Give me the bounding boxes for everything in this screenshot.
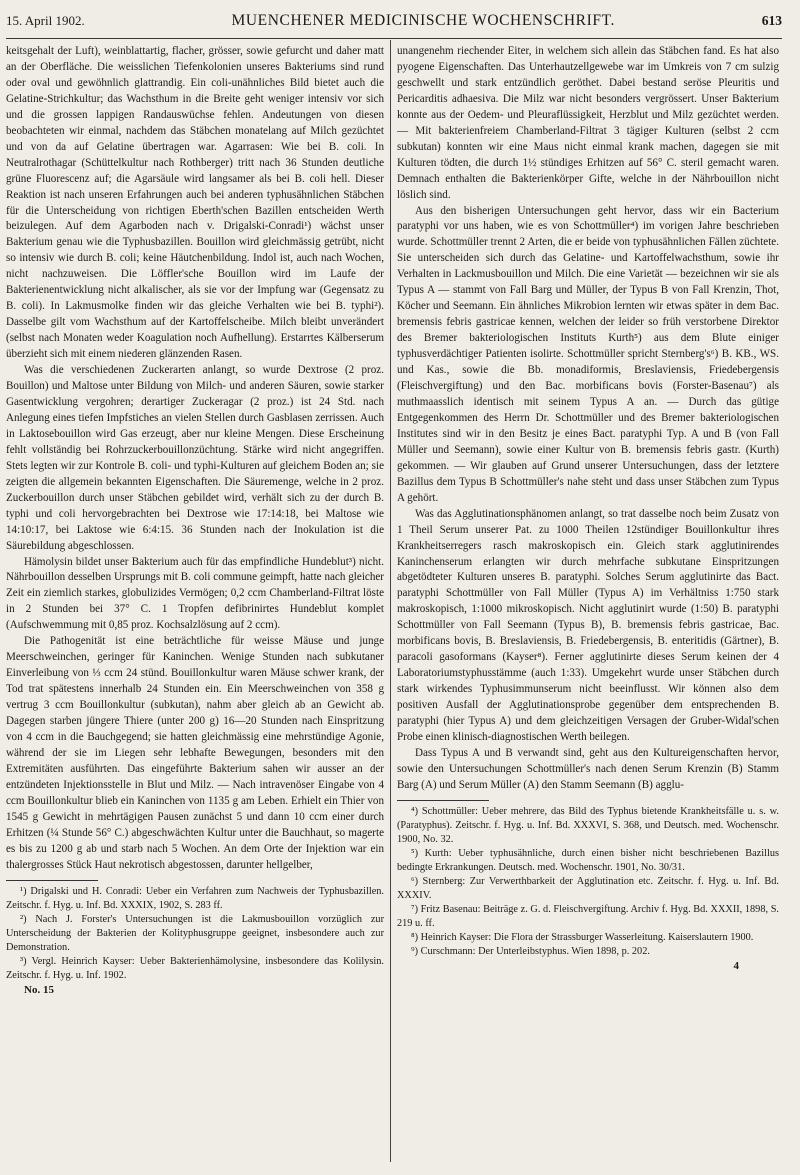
footnote: ⁶) Sternberg: Zur Verwerthbarkeit der Agglutination etc. Zeitschr. f. Hyg. u. Inf. Bd. XXXIV. (397, 875, 779, 901)
paragraph: unangenehm riechender Eiter, in welchem sich allein das Stäbchen fand. Es hat also pyogene Eigenschaften. Das Unterhautzellgewebe war im Umkreis von 7 cm sulzig geschwellt und stark entzündlich geröthet. Dabei bestand seröse Pleuritis und Pericarditis adhaesiva. Die Milz war nicht besonders vergrössert. Unser Bakterium konnte aus der Oedem- und Pleuraflüssigkeit, Herzblut und Milz gezüchtet werden. — Mit bakterienfreiem Chamberland-Filtrat 3 tägiger Kulturen (selbst 2 ccm subkutan) konnten wir eine Maus nicht einmal krank machen, dagegen sie mit Kulturen tödten, die durch 1½ stündiges Erhitzen auf 56° C. steril gemacht waren. Demnach enthalten die Bakterienkörper Gifte, welche in der Nährbouillon nicht löslich sind. (397, 45, 779, 201)
footnote: ⁵) Kurth: Ueber typhusähnliche, durch einen bisher nicht beschriebenen Bazillus bedingte Erkrankungen. Deutsch. med. Wochenschr. 1901, No. 30/31. (397, 847, 779, 873)
footnote: ⁷) Fritz Basenau: Beiträge z. G. d. Fleischvergiftung. Archiv f. Hyg. Bd. XXXII, 1898, S. 219 u. ff. (397, 903, 779, 929)
footnote: ¹) Drigalski und H. Conradi: Ueber ein Verfahren zum Nachweis der Typhusbazillen. Zeitschr. f. Hyg. u. Inf. Bd. XXXIX, 1902, S. 283 ff. (6, 885, 384, 911)
signature-mark: 4 (733, 959, 739, 972)
paragraph: Was die verschiedenen Zuckerarten anlangt, so wurde Dextrose (2 proz. Bouillon) und Maltose unter Bildung von Milch- und anderen Säuren, sowie starker Gasentwicklung vergohren; derartiger Zuckeragar (2 proz.) ist 24 Std. nach Anlegung eines tiefen Impfstiches an vielen Stellen durch Gasblasen zerrissen. Auch in Laktosebouillon wird Gas erzeugt, aber nur kleine Mengen. Diese Erscheinung fehlt vollständig bei Rohrzuckerbouillonzüchtung. Stärke wird nicht angegriffen. Stets legten wir zur Kontrole B. coli- und typhi-Kulturen auf gleichem Boden an; sie zeigten die allgemein bekannten Eigenschaften. Die Säuremenge, welche in 2 proz. Zuckerbouillon durch unser Stäbchen gebildet wird, verhält sich zu der durch B. typhi und coli hervorgebrachten bei Dextrose wie 17:14:18, bei Maltose wie 14:10:17, bei Laktose wie 6:4:15. 36 Stunden nach der Inokulation ist die Säurebildung abgeschlossen. (6, 364, 384, 552)
footnote: ⁹) Curschmann: Der Unterleibstyphus. Wien 1898, p. 202. (411, 945, 650, 957)
paragraph: Hämolysin bildet unser Bakterium auch für das empfindliche Hundeblut³) nicht. Nährbouillon desselben Ursprungs mit B. coli commune geimpft, hatte nach gleicher Zeit ein ziemlich starkes, globulizides Vermögen; 0,2 ccm Chamberland-Filtrat löste in 2 Stunden bei 37° C. 1 Tropfen defibrinirtes Hundeblut komplet (Aufschwemmung mit 0,85 proz. Kochsalzlösung auf 2 ccm). (6, 555, 384, 632)
column-divider (390, 40, 391, 1162)
footnote: ²) Nach J. Forster's Untersuchungen ist die Lakmusbouillon vorzüglich zur Unterscheidung der Bakterien der Kolityphusgruppe geeignet, insbesondere auch zur Demonstration. (6, 913, 384, 953)
footnote: ⁸) Heinrich Kayser: Die Flora der Strassburger Wasserleitung. Kaiserslautern 1900. (411, 931, 754, 943)
journal-title: MUENCHENER MEDICINISCHE WOCHENSCHRIFT. (231, 12, 615, 29)
footnote: ⁴) Schottmüller: Ueber mehrere, das Bild des Typhus bietende Krankheitsfälle u. s. w. (Paratyphus). Zeitschr. f. Hyg. u. Inf. Bd. XXXVI, S. 368, und Deutsch. med. Wochenschr. 1900, No. 32. (397, 805, 779, 845)
footnote-rule (6, 880, 98, 881)
paragraph: Was das Agglutinationsphänomen anlangt, so trat dasselbe noch beim Zusatz von 1 Theil Serum unserer Pat. zu 1000 Theilen 12stündiger Bouillonkultur ihres Krankheitserregers rasch makroskopisch ein. Gleich stark agglutinirendes Kaninchenserum erlangten wir durch mehrfache subkutane Einspritzungen abgetödteter Kulturen unseres B. paratyphi. Solches Serum agglutinirte das Bact. paratyphi Schottmüller von Fall Müller (Typus A) im Verhältniss 1:750 stark makroskopisch, 1:1000 mikroskopisch. Nicht agglutinirt wurde (1:50) B. paratyphi Schottmüller von Fall Seemann (Typus B), B. bremensis febris gastricae, Bac. morbificans bovis, B. Breslaviensis, B. Friedebergensis, B. enteritidis (Gärtner), B. paracoli gasoformans (Kayser⁸). Ferner agglutinirte dieses Serum keinen der 4 Laboratoriumstyphusstämme (auch 1:33). Umgekehrt wurde unser Stäbchen durch stark wirkendes Typhusimmunserum nicht beeinflusst. Wir können also dem positiven Ausfall der Agglutinationsprobe gegenüber dem entsprechenden B. paratyphi (hier Typus A) und dem gleichzeitigen Versagen der Gruber-Widal'schen Probe einen klinisch-diagnostischen Werth beilegen. (397, 507, 779, 743)
paragraph: Die Pathogenität ist eine beträchtliche für weisse Mäuse und junge Meerschweinchen, geringer für Kaninchen. Wenige Stunden nach subkutaner Einverleibung von ⅓ ccm 24 stünd. Bouillonkultur waren Mäuse schwer krank, der Tod trat spätestens innerhalb 24 Stunden ein. Ein Meerschweinchen von 358 g vertrug 3 ccm Bouillonkultur (subkutan), nahm aber gleich ab an Gewicht ab. Dagegen starben jüngere Thiere (unter 200 g) 16—20 Stunden nach Einspritzung von 4 ccm in die Bauchgegend; sie hatten gleichmässig eine mehrstündige Agonie, während der sie im Liegen sehr lebhafte Bewegungen, besonders mit den Extremitäten ausführten. Das eingeführte Bakterium sahen wir ausser an der entzündeten Injektionsstelle in Blut und Milz. — Nach intravenöser Eingabe von 4 ccm Bouillonkultur blieb ein Kaninchen von 1135 g am Leben. Erhielt ein Thier von 1545 g Gewicht in mehrtägigen Pausen zunächst 5 und dann 10 ccm einer durch Erhitzen (¼ Stunde 56° C.) abgeschwächten Kultur unter die Bauchhaut, so magerte es bis zu 1200 g ab und starb nach 5 Wochen. An dem Orte der Injektion war ein thalergrosses Stück Haut nekrotisch abgestossen, darunter hellgelber, (6, 635, 384, 871)
right-column (397, 44, 779, 1172)
footnote-rule (397, 800, 489, 801)
issue-number: No. 15 (24, 983, 54, 996)
issue-date: 15. April 1902. (6, 13, 85, 28)
page-number: 613 (761, 13, 782, 28)
left-column (6, 44, 384, 1172)
paragraph: keitsgehalt der Luft), weinblattartig, flacher, grösser, sowie gefurcht und daher matt an der Oberfläche. Die weisslichen Tiefenkolonien unseres Bakteriums sind rund oder oval und gewöhnlich glattrandig. Ein coli-unähnliches Bild bietet auch die Gelatine-Strichkultur; das Wachsthum in die Breite geht weniger intensiv vor sich und die grossen lappigen Randauswüchse fehlen. Andeutungen von diesen beobachteten wir einmal, nachdem das Stäbchen monatelang auf Milch gezüchtet und von da auf Gelatine übertragen war. Agarrasen: Wie bei B. coli. In Neutralrothagar (Schüttelkultur nach Rothberger) tritt nach 36 Stunden deutliche grüne Fluorescenz auf; die Agarsäule wird langsamer als bei B. coli hell. Dieser Reaktion ist nach unseren Erfahrungen auch bei anderen typhusähnlichen Stäbchen für die Unterscheidung von richtigen Eberth'schen Bazillen entscheiden Werth beizulegen. Auf dem Agarboden nach v. Drigalski-Conradi¹) wächst unser Bakterium genau wie die Typhusbazillen. Bouillon wird gleichmässig getrübt, nicht so intensiv wie durch B. coli; keine Häutchenbildung. Indol ist, auch nach Wochen, nicht nachzuweisen. Die Löffler'sche Bouillon wird im Laufe der Bakterienentwicklung nicht alkalischer, als sie vor der Impfung war (Gegensatz zu B. coli). In Lakmusmolke finden wir das gleiche Verhalten wie bei B. typhi²). Dasselbe gilt vom Wachsthum auf der Kartoffelscheibe. Milch bleibt unverändert (selbst nach Monaten weder Koagulation noch Aufhellung). Erstarrtes Kälberserum überzieht sich mit einem niederen glänzenden Rasen. (6, 45, 384, 361)
paragraph: Dass Typus A und B verwandt sind, geht aus den Kultureigenschaften hervor, sowie den Untersuchungen Schottmüller's nach denen Serum Krenzin (B) Stamm Barg (A) und Serum Müller (A) den Stamm Seemann (B) agglu- (397, 746, 779, 791)
paragraph: Aus den bisherigen Untersuchungen geht hervor, dass wir ein Bacterium paratyphi vor uns haben, wie es von Schottmüller⁴) im vorigen Jahre beschrieben wurde. Schottmüller trennt 2 Arten, die er beide von typhusähnlichen Fällen züchtete. Sie unterscheiden sich durch das Gelatine- und Kartoffelwachsthum, sowie ihr Verhalten in Lackmusbouillon und Milch. Die eine Varietät — bezeichnen wir sie als Typus A — stammt von Fall Barg und Müller, der Typus B von Fall Krenzin, Thot, Köcher und Seemann. Ein ähnliches Mikrobion lernten wir etwas später in dem Bac. bremensis febris gastricae kennen, welchen der leider so früh verstorbene Direktor des Bremer bakteriologischen Instituts Kurth⁵) aus dem Blute einiger typhusverdächtiger Patienten isolirte. Schottmüller spricht Sternberg's⁶) B. KB., WS. und Kas., sowie die Bb. monadiformis, Breslaviensis, Friedebergensis (Fleischvergiftung) und den Bac. morbificans bovis (Forster-Basenau⁷) als muthmaasslich identisch mit seinem Typus A an. — Durch das gütige Entgegenkommen des Herrn Dr. Schottmüller und des Bremer bakteriologischen Institutes sind wir in den Besitz je eines Bact. paratyphi Typ. A und B (von Fall Müller und Seemann), sowie einer Kultur von B. bremensis febris gastr. (Kurth) gekommen. — Wir glauben auf Grund unserer Untersuchungen, dass der letztere Bazillus dem Typus B Schottmüller's nahe steht und dass unser Stäbchen zum Typus A gehört. (397, 204, 779, 504)
footnote: ³) Vergl. Heinrich Kayser: Ueber Bakterienhämolysine, insbesondere das Kolilysin. Zeitschr. f. Hyg. u. Inf. 1902. (6, 955, 384, 981)
page-header (6, 12, 782, 39)
